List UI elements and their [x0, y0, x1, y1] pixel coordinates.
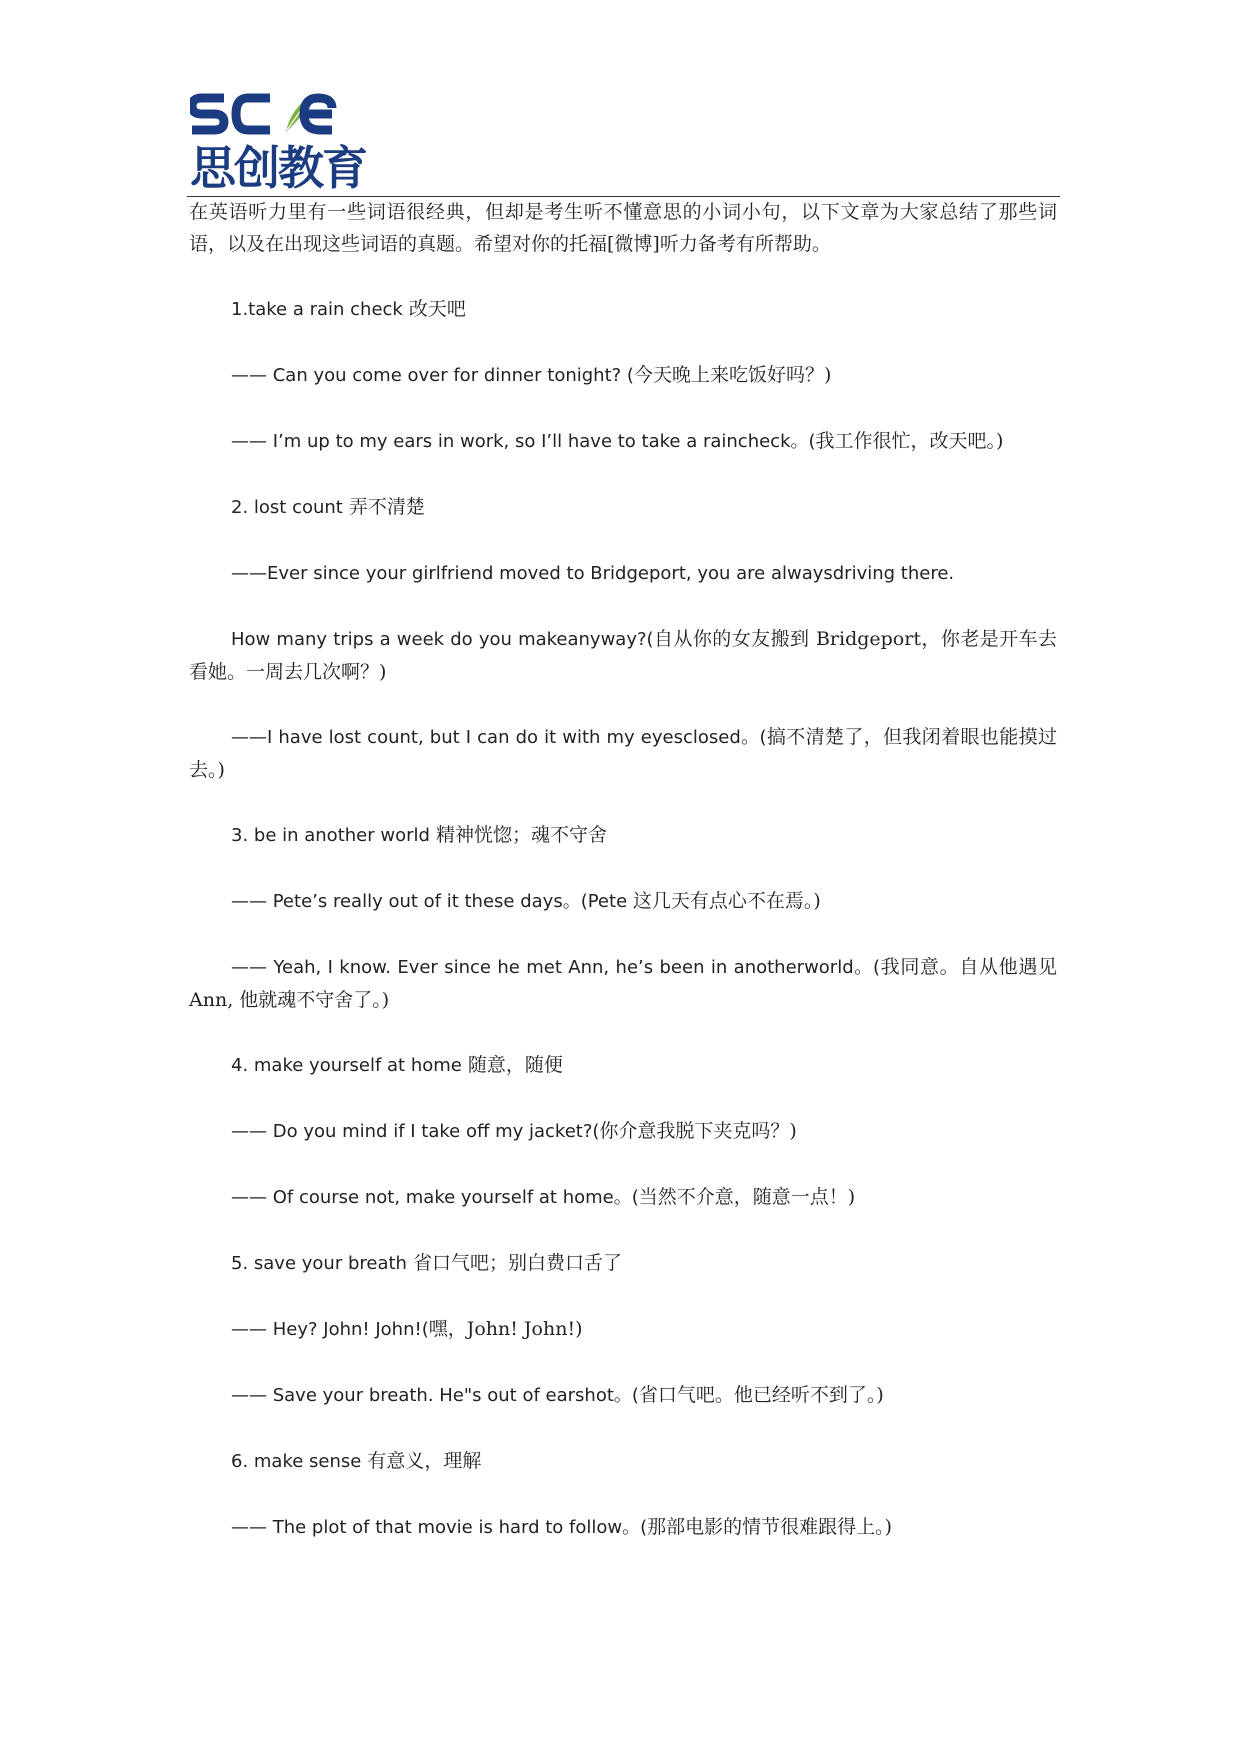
dialogue-line: —— Can you come over for dinner tonight? (今天晚上来吃饭好吗？)	[231, 364, 832, 386]
dialogue-line: ——I have lost count, but I can do it with my eyesclosed。(搞不清楚了，但我闭着眼也能摸过去。)	[189, 726, 1057, 781]
intro-paragraph: 在英语听力里有一些词语很经典，但却是考生听不懂意思的小词小句，以下文章为大家总结了那些词语，以及在出现这些词语的真题。希望对你的托福[微博]听力备考有所帮助。	[189, 201, 1057, 255]
phrase-heading: 6. make sense 有意义，理解	[231, 1450, 482, 1472]
dialogue-line: How many trips a week do you makeanyway?(自从你的女友搬到 Bridgeport，你老是开车去看她。一周去几次啊？)	[189, 628, 1057, 683]
scie-logo	[190, 92, 400, 192]
dialogue-line: —— Of course not, make yourself at home。(当然不介意，随意一点！)	[231, 1186, 856, 1208]
dialogue-line: —— Yeah, I know. Ever since he met Ann, he’s been in anotherworld。(我同意。自从他遇见 Ann, 他就魂不守舍了。)	[189, 956, 1057, 1011]
phrase-heading: 3. be in another world 精神恍惚；魂不守舍	[231, 824, 607, 846]
dialogue-line: —— Do you mind if I take off my jacket?(你介意我脱下夹克吗？)	[231, 1120, 797, 1142]
logo-chinese-name: 思创教育	[190, 141, 366, 192]
phrase-heading: 5. save your breath 省口气吧；别白费口舌了	[231, 1252, 622, 1274]
dialogue-line: —— I’m up to my ears in work, so I’ll have to take a raincheck。(我工作很忙，改天吧。)	[231, 430, 1004, 452]
dialogue-line: —— Hey? John! John!(嘿，John! John!)	[231, 1318, 583, 1340]
dialogue-line: ——Ever since your girlfriend moved to Bridgeport, you are alwaysdriving there.	[231, 563, 955, 584]
dialogue-line: —— Save your breath. He"s out of earshot。(省口气吧。他已经听不到了。)	[231, 1384, 884, 1406]
dialogue-line: —— Pete’s really out of it these days。(Pete 这几天有点心不在焉。)	[231, 890, 821, 912]
dialogue-line: —— The plot of that movie is hard to follow。(那部电影的情节很难跟得上。)	[231, 1516, 893, 1538]
phrase-heading: 2. lost count 弄不清楚	[231, 496, 425, 518]
phrase-heading: 4. make yourself at home 随意，随便	[231, 1054, 563, 1076]
scie-logo-graphic	[190, 92, 400, 192]
article-body	[189, 196, 1057, 1544]
phrase-heading: 1.take a rain check 改天吧	[231, 298, 466, 320]
